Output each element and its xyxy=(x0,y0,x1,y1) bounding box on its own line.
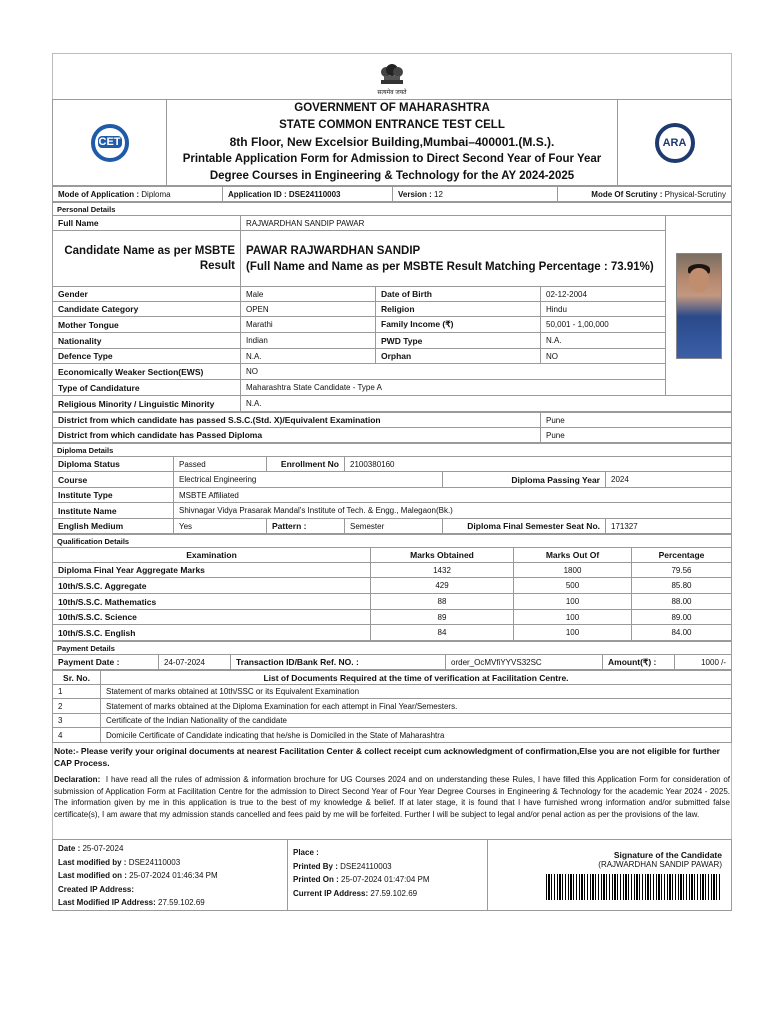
header-line-3: 8th Floor, New Excelsior Building,Mumbai–400001.(M.S.). xyxy=(229,135,555,149)
course-label: Course xyxy=(53,472,174,488)
application-id: Application ID : DSE24110003 xyxy=(223,187,393,202)
category-value: OPEN xyxy=(241,302,376,317)
header-title-cell xyxy=(167,100,618,186)
pwd-label: PWD Type xyxy=(376,333,541,349)
seat-value: 171327 xyxy=(606,519,732,534)
diploma-status-label: Diploma Status xyxy=(53,457,174,472)
col-examination: Examination xyxy=(53,548,371,563)
exam-name: 10th/S.S.C. Mathematics xyxy=(53,594,371,610)
defence-value: N.A. xyxy=(241,349,376,364)
doc-number: 1 xyxy=(53,685,101,699)
list-item xyxy=(53,728,732,743)
header-left-logo-cell xyxy=(53,100,167,186)
amount-value: 1000 /- xyxy=(675,655,732,670)
income-value: 50,001 - 1,00,000 xyxy=(541,317,666,333)
footer-middle-cell: Place : Printed By : DSE24110003 Printed On : 25-07-2024 01:47:04 PM Current IP Address: 27.59.102.69 xyxy=(288,840,488,911)
marks-obtained: 88 xyxy=(371,594,514,610)
transaction-value: order_OcMVfiYYVS32SC xyxy=(446,655,603,670)
passing-year-label: Diploma Passing Year xyxy=(443,472,606,488)
doc-number: 4 xyxy=(53,728,101,743)
version: Version : 12 xyxy=(393,187,558,202)
col-marks-out-of: Marks Out Of xyxy=(514,548,632,563)
header-line-5: Degree Courses in Engineering & Technology for the AY 2024-2025 xyxy=(209,170,575,182)
english-medium-value: Yes xyxy=(174,519,267,534)
table-row xyxy=(53,563,732,578)
gender-label: Gender xyxy=(53,287,241,302)
last-modified-by: DSE24110003 xyxy=(128,857,181,867)
amount-label: Amount(₹) : xyxy=(603,655,675,670)
seat-label: Diploma Final Semester Seat No. xyxy=(443,519,606,534)
pattern-value: Semester xyxy=(345,519,443,534)
last-modified-on: 25-07-2024 01:46:34 PM xyxy=(129,871,218,880)
dob-value: 02-12-2004 xyxy=(541,287,666,302)
marks-out-of: 1800 xyxy=(514,563,632,578)
dob-label: Date of Birth xyxy=(376,287,541,302)
orphan-value: NO xyxy=(541,349,666,364)
pwd-value: N.A. xyxy=(541,333,666,349)
list-item xyxy=(53,714,732,728)
payment-section-title: Payment Details xyxy=(53,642,732,655)
english-medium-label: English Medium xyxy=(53,519,174,534)
institute-name-label: Institute Name xyxy=(53,503,174,519)
passing-year-value: 2024 xyxy=(606,472,732,488)
mother-tongue-label: Mother Tongue xyxy=(53,317,241,333)
mother-tongue-value: Marathi xyxy=(241,317,376,333)
religion-value: Hindu xyxy=(541,302,666,317)
nationality-value: Indian xyxy=(241,333,376,349)
diploma-status-value: Passed xyxy=(174,457,267,472)
payment-date-label: Payment Date : xyxy=(53,655,159,670)
exam-name: 10th/S.S.C. English xyxy=(53,625,371,641)
institute-name-value: Shivnagar Vidya Prasarak Mandal's Institute of Tech. & Engg., Malegaon(Bk.) xyxy=(174,503,732,519)
marks-obtained: 84 xyxy=(371,625,514,641)
candidature-label: Type of Candidature xyxy=(53,380,241,396)
defence-label: Defence Type xyxy=(53,349,241,364)
doc-number: 2 xyxy=(53,699,101,714)
emblem-caption: सत्यमेव जयते xyxy=(377,90,407,96)
ews-value: NO xyxy=(241,364,666,380)
printed-by: DSE24110003 xyxy=(340,861,392,871)
nationality-label: Nationality xyxy=(53,333,241,349)
header-line-1: GOVERNMENT OF MAHARASHTRA xyxy=(294,102,490,114)
percentage: 79.56 xyxy=(632,563,732,578)
exam-name: Diploma Final Year Aggregate Marks xyxy=(53,563,371,578)
table-row xyxy=(53,610,732,625)
table-row xyxy=(53,578,732,594)
last-modified-ip: 27.59.102.69 xyxy=(158,898,205,907)
current-ip: 27.59.102.69 xyxy=(370,888,418,898)
declaration-label: Declaration: xyxy=(54,775,101,784)
candidature-value: Maharashtra State Candidate - Type A xyxy=(241,380,666,396)
ews-label: Economically Weaker Section(EWS) xyxy=(53,364,241,380)
signature-name: (RAJWARDHAN SANDIP PAWAR) xyxy=(598,860,722,869)
pattern-label: Pattern : xyxy=(267,519,345,534)
marks-obtained: 1432 xyxy=(371,563,514,578)
emblem-icon xyxy=(377,60,407,86)
percentage: 88.00 xyxy=(632,594,732,610)
candidate-photo xyxy=(676,253,722,359)
ssc-district-value: Pune xyxy=(541,413,732,428)
ssc-district-label: District from which candidate has passed S.S.C.(Std. X)/Equivalent Examination xyxy=(53,413,541,428)
header-right-logo-cell xyxy=(618,100,732,186)
full-name-value: RAJWARDHAN SANDIP PAWAR xyxy=(241,216,666,231)
mode-of-scrutiny: Mode Of Scrutiny : Physical-Scrutiny xyxy=(558,187,732,202)
header-line-2: STATE COMMON ENTRANCE TEST CELL xyxy=(279,119,505,131)
transaction-label: Transaction ID/Bank Ref. NO. : xyxy=(231,655,446,670)
percentage: 89.00 xyxy=(632,610,732,625)
header-line-4: Printable Application Form for Admission to Direct Second Year of Four Year xyxy=(182,153,602,165)
doc-text: Certificate of the Indian Nationality of the candidate xyxy=(101,714,732,728)
orphan-label: Orphan xyxy=(376,349,541,364)
enrollment-label: Enrollment No xyxy=(267,457,345,472)
mode-of-application: Mode of Application : Diploma xyxy=(53,187,223,202)
col-percentage: Percentage xyxy=(632,548,732,563)
marks-obtained: 429 xyxy=(371,578,514,594)
list-item xyxy=(53,699,732,714)
declaration xyxy=(52,774,732,820)
personal-section-title: Personal Details xyxy=(53,203,732,216)
category-label: Candidate Category xyxy=(53,302,241,317)
institute-type-label: Institute Type xyxy=(53,488,174,503)
msbte-name-cell xyxy=(241,231,666,287)
cet-logo: CET xyxy=(91,124,129,162)
barcode xyxy=(546,874,722,900)
verification-note: Note:- Please verify your original documents at nearest Facilitation Center & collect receipt cum acknowledgment of confirmation,Else you are not eligible for further CAP Process. xyxy=(54,746,720,768)
footer-date: 25-07-2024 xyxy=(82,844,124,853)
marks-out-of: 100 xyxy=(514,625,632,641)
msbte-name-label: Candidate Name as per MSBTE Result xyxy=(53,231,241,287)
percentage: 85.80 xyxy=(632,578,732,594)
table-row xyxy=(53,625,732,641)
msbte-name-value: PAWAR RAJWARDHAN SANDIP xyxy=(246,244,421,257)
doc-number: 3 xyxy=(53,714,101,728)
footer xyxy=(52,839,732,911)
footer-left-cell: Date : 25-07-2024 Last modified by : DSE24110003 Last modified on : 25-07-2024 01:46:34 PM Created IP Address: Last Modified IP Address: 27.59.102.69 xyxy=(53,840,288,911)
institute-type-value: MSBTE Affiliated xyxy=(174,488,732,503)
income-label: Family Income (₹) xyxy=(376,317,541,333)
minority-value: N.A. xyxy=(241,396,732,412)
enrollment-value: 2100380160 xyxy=(345,457,732,472)
gender-value: Male xyxy=(241,287,376,302)
diploma-district-value: Pune xyxy=(541,428,732,443)
col-marks-obtained: Marks Obtained xyxy=(371,548,514,563)
course-value: Electrical Engineering xyxy=(174,472,443,488)
ara-logo: ARA xyxy=(655,123,695,163)
marks-out-of: 100 xyxy=(514,594,632,610)
qualification-section-title: Qualification Details xyxy=(53,535,732,548)
declaration-text: I have read all the rules of admission & information brochure for UG Courses 2024 and on understanding these Rules, I have filled this Application Form for consideration of submission of Application Form at Facilitation Centre for the admission to Direct Second Year of Four Year Degree Courses in Engineering & Technology for the academic Year 2024 - 2025. The information given by me in this application is true to the best of my knowledge & belief. If at later stage, it is found that I have furnished wrong information and/or submitted false certificate(s), I am aware that my admission stands cancelled and fees paid by me will be forfeited. Further I will be subject to legal and/or penal action as per the provisions of the law. xyxy=(54,775,730,819)
signature-label: Signature of the Candidate xyxy=(613,850,722,860)
percentage: 84.00 xyxy=(632,625,732,641)
header xyxy=(52,99,732,820)
doc-text: Domicile Certificate of Candidate indicating that he/she is Domiciled in the State of Maharashtra xyxy=(101,728,732,743)
table-row xyxy=(53,594,732,610)
exam-name: 10th/S.S.C. Science xyxy=(53,610,371,625)
marks-obtained: 89 xyxy=(371,610,514,625)
marks-out-of: 100 xyxy=(514,610,632,625)
marks-out-of: 500 xyxy=(514,578,632,594)
documents-title: List of Documents Required at the time of verification at Facilitation Centre. xyxy=(101,671,732,685)
diploma-section-title: Diploma Details xyxy=(53,444,732,457)
msbte-match-note: (Full Name and Name as per MSBTE Result Matching Percentage : 73.91%) xyxy=(246,260,654,273)
photo-cell xyxy=(666,216,732,396)
list-item xyxy=(53,685,732,699)
sr-no-header: Sr. No. xyxy=(53,671,101,685)
religion-label: Religion xyxy=(376,302,541,317)
minority-label: Religious Minority / Linguistic Minority xyxy=(53,396,241,412)
diploma-district-label: District from which candidate has Passed Diploma xyxy=(53,428,541,443)
doc-text: Statement of marks obtained at the Diploma Examination for each attempt in Final Year/Semesters. xyxy=(101,699,732,714)
doc-text: Statement of marks obtained at 10th/SSC or its Equivalent Examination xyxy=(101,685,732,699)
printed-on: 25-07-2024 01:47:04 PM xyxy=(341,875,430,884)
exam-name: 10th/S.S.C. Aggregate xyxy=(53,578,371,594)
full-name-label: Full Name xyxy=(53,216,241,231)
signature-cell xyxy=(488,840,732,911)
payment-date-value: 24-07-2024 xyxy=(159,655,231,670)
